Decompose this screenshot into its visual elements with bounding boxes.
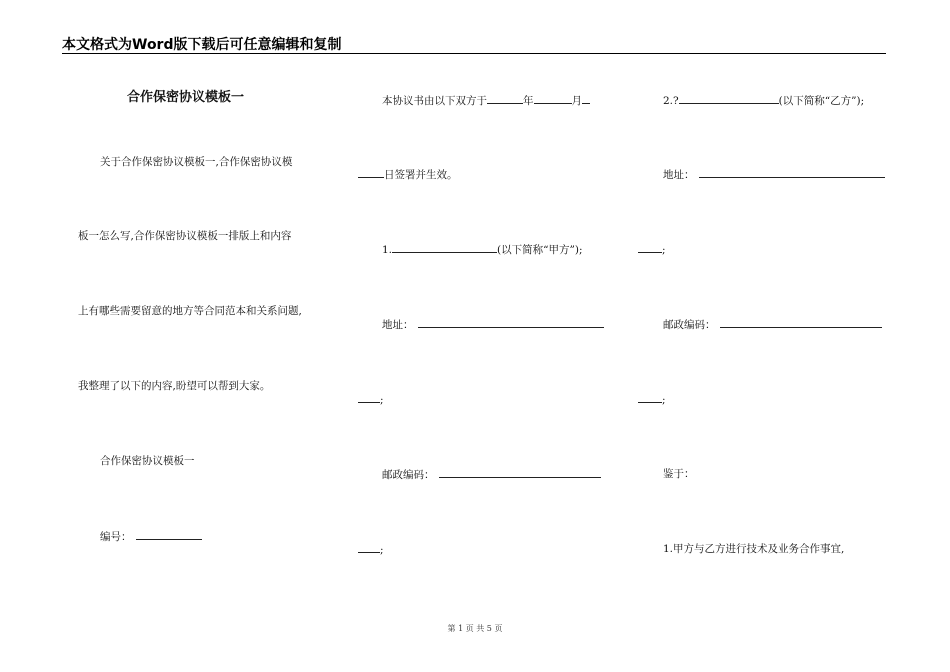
month-label: 月: [571, 95, 582, 107]
party-b-blank: [679, 94, 779, 104]
semicolon: ;: [380, 544, 384, 556]
postcode-label: 邮政编码：: [663, 319, 716, 331]
party-b-suffix: (以下简称“乙方”);: [778, 95, 865, 107]
party-b-prefix: 2.?: [663, 95, 679, 107]
party-a-postcode-cont: [358, 543, 384, 556]
postcode-cont-blank: [358, 543, 380, 553]
party-a-blank: [392, 243, 497, 253]
signing-intro: 本协议书由以下双方于: [382, 95, 487, 107]
signing-effective-line: [358, 168, 458, 181]
whereas-heading: 鉴于：: [663, 468, 695, 480]
address-label: 地址：: [663, 169, 695, 181]
postcode-cont-blank: [638, 393, 662, 403]
intro-line-4: 我整理了以下的内容,盼望可以帮到大家。: [78, 380, 271, 392]
month-blank: [534, 94, 572, 104]
party-a-address: [382, 318, 604, 331]
number-blank: [136, 530, 202, 540]
party-b-address: [663, 168, 885, 181]
clause-1: 1.甲方与乙方进行技术及业务合作事宜,: [663, 543, 845, 555]
address-blank: [699, 168, 885, 178]
postcode-blank: [439, 468, 601, 478]
party-b-postcode: [663, 318, 882, 331]
party-a-address-cont: [358, 393, 384, 406]
signing-date-line: [382, 94, 590, 107]
party-a-postcode: [382, 468, 601, 481]
page-number: 第 1 页 共 5 页: [447, 624, 503, 633]
intro-line-1: 关于合作保密协议模板一,合作保密协议模: [100, 156, 293, 168]
year-label: 年: [523, 95, 534, 107]
semicolon: ;: [662, 394, 666, 406]
number-label: 编号：: [100, 531, 132, 543]
intro-line-3: 上有哪些需要留意的地方等合同范本和关系问题,: [78, 305, 302, 317]
party-a-prefix: 1.: [382, 244, 393, 256]
postcode-label: 邮政编码：: [382, 469, 435, 481]
document-header: 本文格式为Word版下载后可任意编辑和复制: [62, 37, 342, 53]
intro-line-2: 板一怎么写,合作保密协议模板一排版上和内容: [78, 230, 292, 242]
effective-text: 日签署并生效。: [384, 169, 458, 181]
year-blank: [487, 94, 523, 104]
header-divider: [62, 53, 886, 54]
agreement-number: [100, 530, 202, 543]
document-title: 合作保密协议模板一: [127, 90, 245, 105]
party-a-line: [382, 243, 583, 256]
address-cont-blank: [358, 393, 380, 403]
day-blank: [358, 168, 384, 178]
address-label: 地址：: [382, 319, 414, 331]
party-b-address-cont: [638, 243, 666, 256]
party-b-line: [663, 94, 864, 107]
address-blank: [418, 318, 604, 328]
semicolon: ;: [662, 244, 666, 256]
semicolon: ;: [380, 394, 384, 406]
day-blank-start: [582, 94, 590, 104]
party-b-postcode-cont: [638, 393, 666, 406]
agreement-subtitle: 合作保密协议模板一: [100, 455, 195, 467]
address-cont-blank: [638, 243, 662, 253]
postcode-blank: [720, 318, 882, 328]
party-a-suffix: (以下简称“甲方”);: [497, 244, 583, 256]
